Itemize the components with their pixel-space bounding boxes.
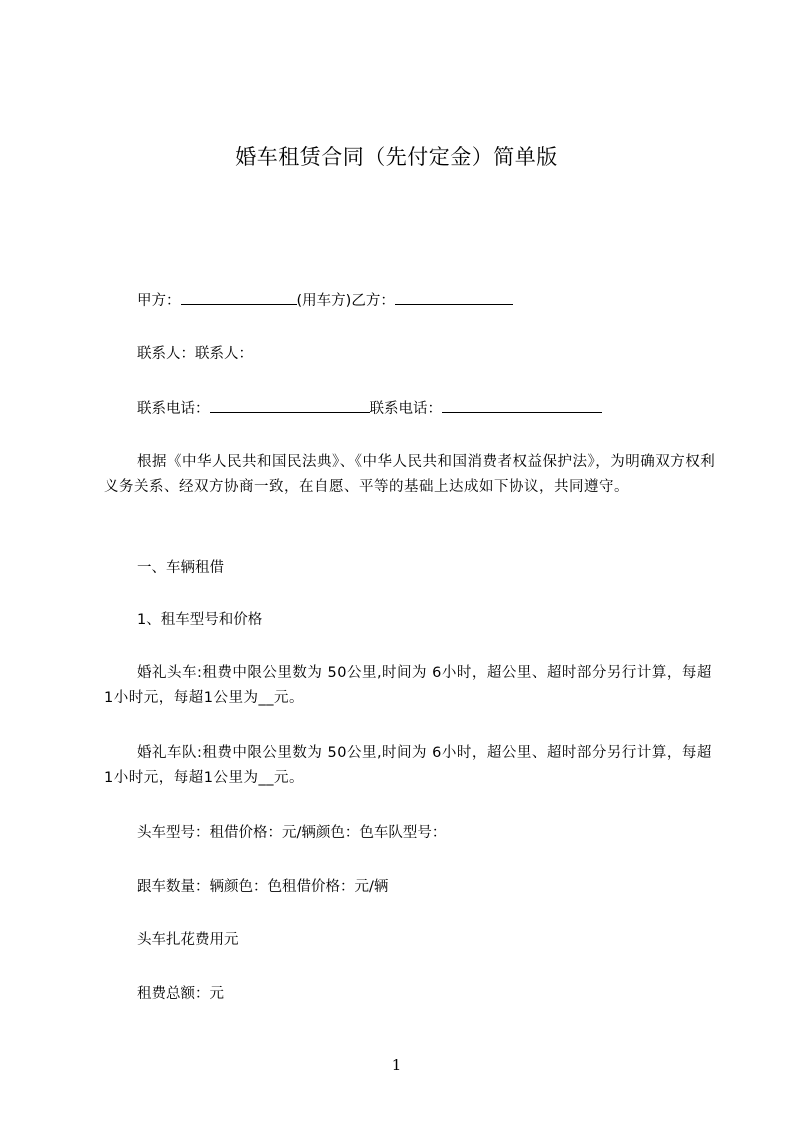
party-a-label: 甲方： — [137, 293, 181, 309]
contact-line: 联系人：联系人： — [137, 346, 253, 362]
phone-line — [137, 398, 602, 419]
party-line — [137, 290, 513, 311]
lead-car-paragraph: 婚礼头车:租费中限公里数为 50公里,时间为 6小时，超公里、超时部分另行计算，每超1小时元，每超1公里为__元。 — [104, 665, 712, 706]
subsection-heading: 1、租车型号和价格 — [137, 612, 263, 628]
total-line: 租费总额：元 — [137, 986, 224, 1002]
follow-cars-line: 跟车数量：辆颜色：色租借价格：元/辆 — [137, 879, 389, 895]
phone-b-label: 联系电话： — [369, 401, 442, 417]
phone-a-label: 联系电话： — [137, 401, 210, 417]
lead-car-model-line: 头车型号：租借价格：元/辆颜色：色车队型号： — [137, 825, 447, 841]
party-a-blank — [181, 290, 297, 305]
section-heading: 一、车辆租借 — [137, 560, 224, 576]
phone-b-blank — [442, 398, 602, 413]
phone-a-blank — [210, 398, 370, 413]
party-b-blank — [395, 290, 513, 305]
decoration-line: 头车扎花费用元 — [137, 932, 239, 948]
fleet-paragraph: 婚礼车队:租费中限公里数为 50公里,时间为 6小时，超公里、超时部分另行计算，每超1小时元，每超1公里为__元。 — [104, 745, 712, 786]
intro-paragraph: 根据《中华人民共和国民法典》、《中华人民共和国消费者权益保护法》，为明确双方权利义务关系、经双方协商一致，在自愿、平等的基础上达成如下协议，共同遵守。 — [104, 454, 716, 495]
page-number: 1 — [391, 1056, 402, 1074]
party-b-label: (用车方)乙方： — [296, 293, 395, 309]
document-title: 婚车租赁合同（先付定金）简单版 — [235, 145, 558, 169]
